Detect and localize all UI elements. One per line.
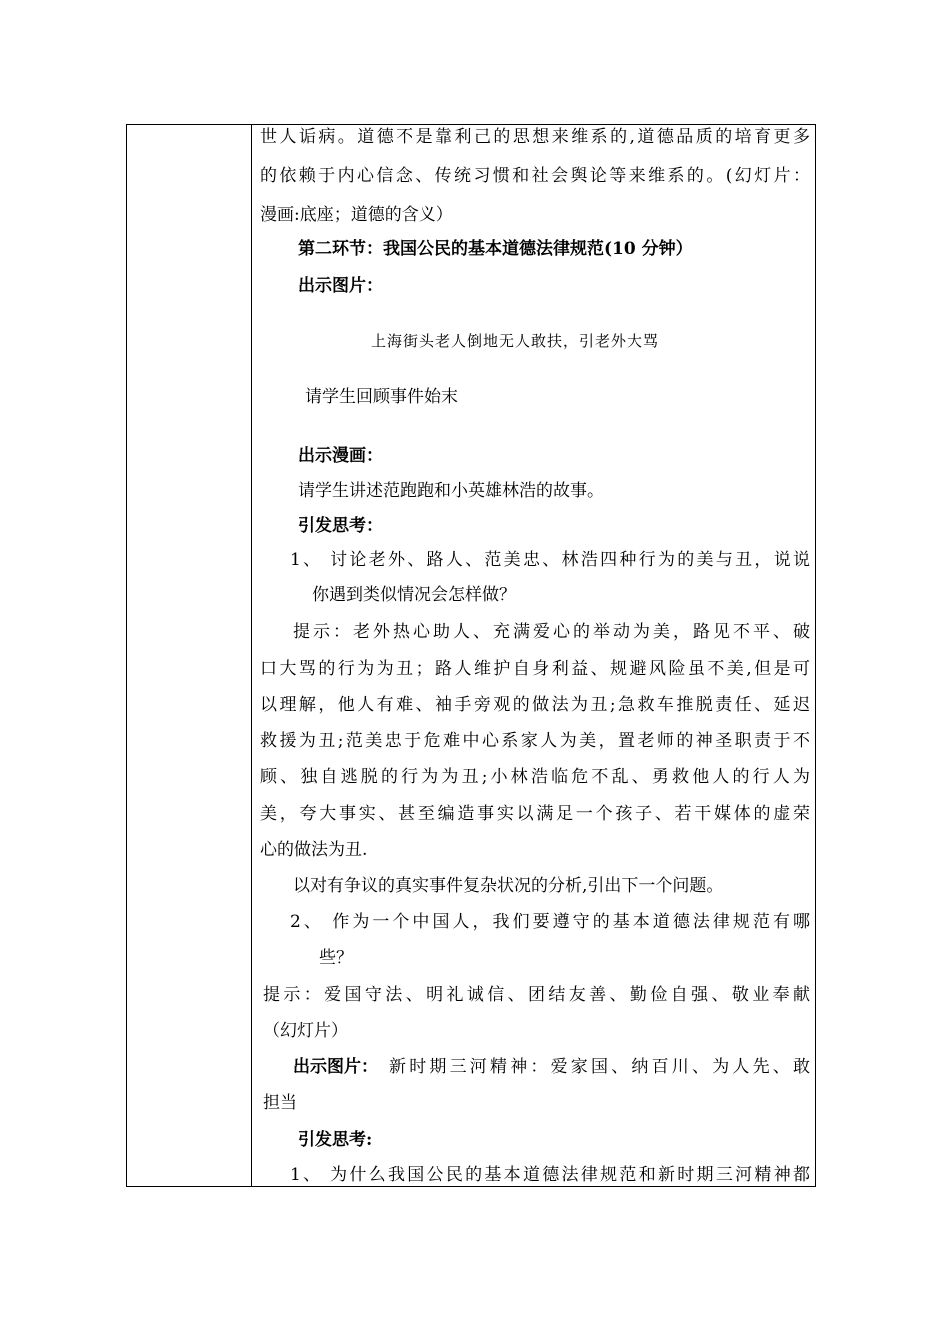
text-line: 顾、独自逃脱的行为为丑;小林浩临危不乱、勇救他人的行人为 (260, 767, 810, 787)
question-item: 2、 作为一个中国人，我们要遵守的基本道德法律规范有哪 (290, 912, 810, 932)
text-line: 美，夸大事实、甚至编造事实以满足一个孩子、若干媒体的虚荣 (260, 804, 810, 824)
text-line: 担当 (263, 1093, 297, 1113)
text-line: 救援为丑;范美忠于危难中心系家人为美，置老师的神圣职责于不 (260, 731, 810, 751)
subheading: 出示漫画： (298, 446, 383, 466)
section-heading: 第二环节：我国公民的基本道德法律规范(10 分钟） (298, 239, 693, 259)
hint-line: 提示：爱国守法、明礼诚信、团结友善、勤俭自强、敬业奉献 (263, 985, 810, 1005)
subheading: 引发思考： (298, 516, 383, 536)
text-line: 以理解，他人有难、袖手旁观的做法为丑;急救车推脱责任、延迟 (260, 695, 810, 715)
question-item: 1、 讨论老外、路人、范美忠、林浩四种行为的美与丑，说说 (290, 550, 810, 570)
text-line: 新时期三河精神：爱家国、纳百川、为人先、敢 (389, 1057, 810, 1077)
text-line: 请学生回顾事件始末 (305, 387, 458, 407)
question-item: 1、 为什么我国公民的基本道德法律规范和新时期三河精神都 (290, 1165, 810, 1185)
text-line: 世人诟病。道德不是靠利己的思想来维系的,道德品质的培育更多 (260, 127, 810, 147)
text-line: 你遇到类似情况会怎样做？ (312, 585, 516, 605)
text-line: 以对有争议的真实事件复杂状况的分析,引出下一个问题。 (293, 876, 724, 896)
subheading: 引发思考: (298, 1130, 373, 1150)
text-line: 口大骂的行为为丑；路人维护自身利益、规避风险虽不美,但是可 (260, 659, 810, 679)
text-line: 些？ (319, 948, 353, 968)
text-line: 心的做法为丑. (260, 840, 368, 860)
subheading: 出示图片： (293, 1057, 378, 1077)
text-line: 请学生讲述范跑跑和小英雄林浩的故事。 (298, 481, 604, 501)
text-line: 的依赖于内心信念、传统习惯和社会舆论等来维系的。(幻灯片： (260, 166, 810, 186)
text-line: （幻灯片） (263, 1021, 348, 1041)
image-caption: 上海街头老人倒地无人敢扶，引老外大骂 (371, 332, 660, 350)
text-line: 漫画:底座；道德的含义） (260, 205, 453, 225)
hint-line: 提示：老外热心助人、充满爱心的举动为美，路见不平、破 (293, 622, 810, 642)
subheading: 出示图片： (298, 276, 383, 296)
column-divider (251, 125, 252, 1186)
lesson-table (126, 124, 816, 1187)
